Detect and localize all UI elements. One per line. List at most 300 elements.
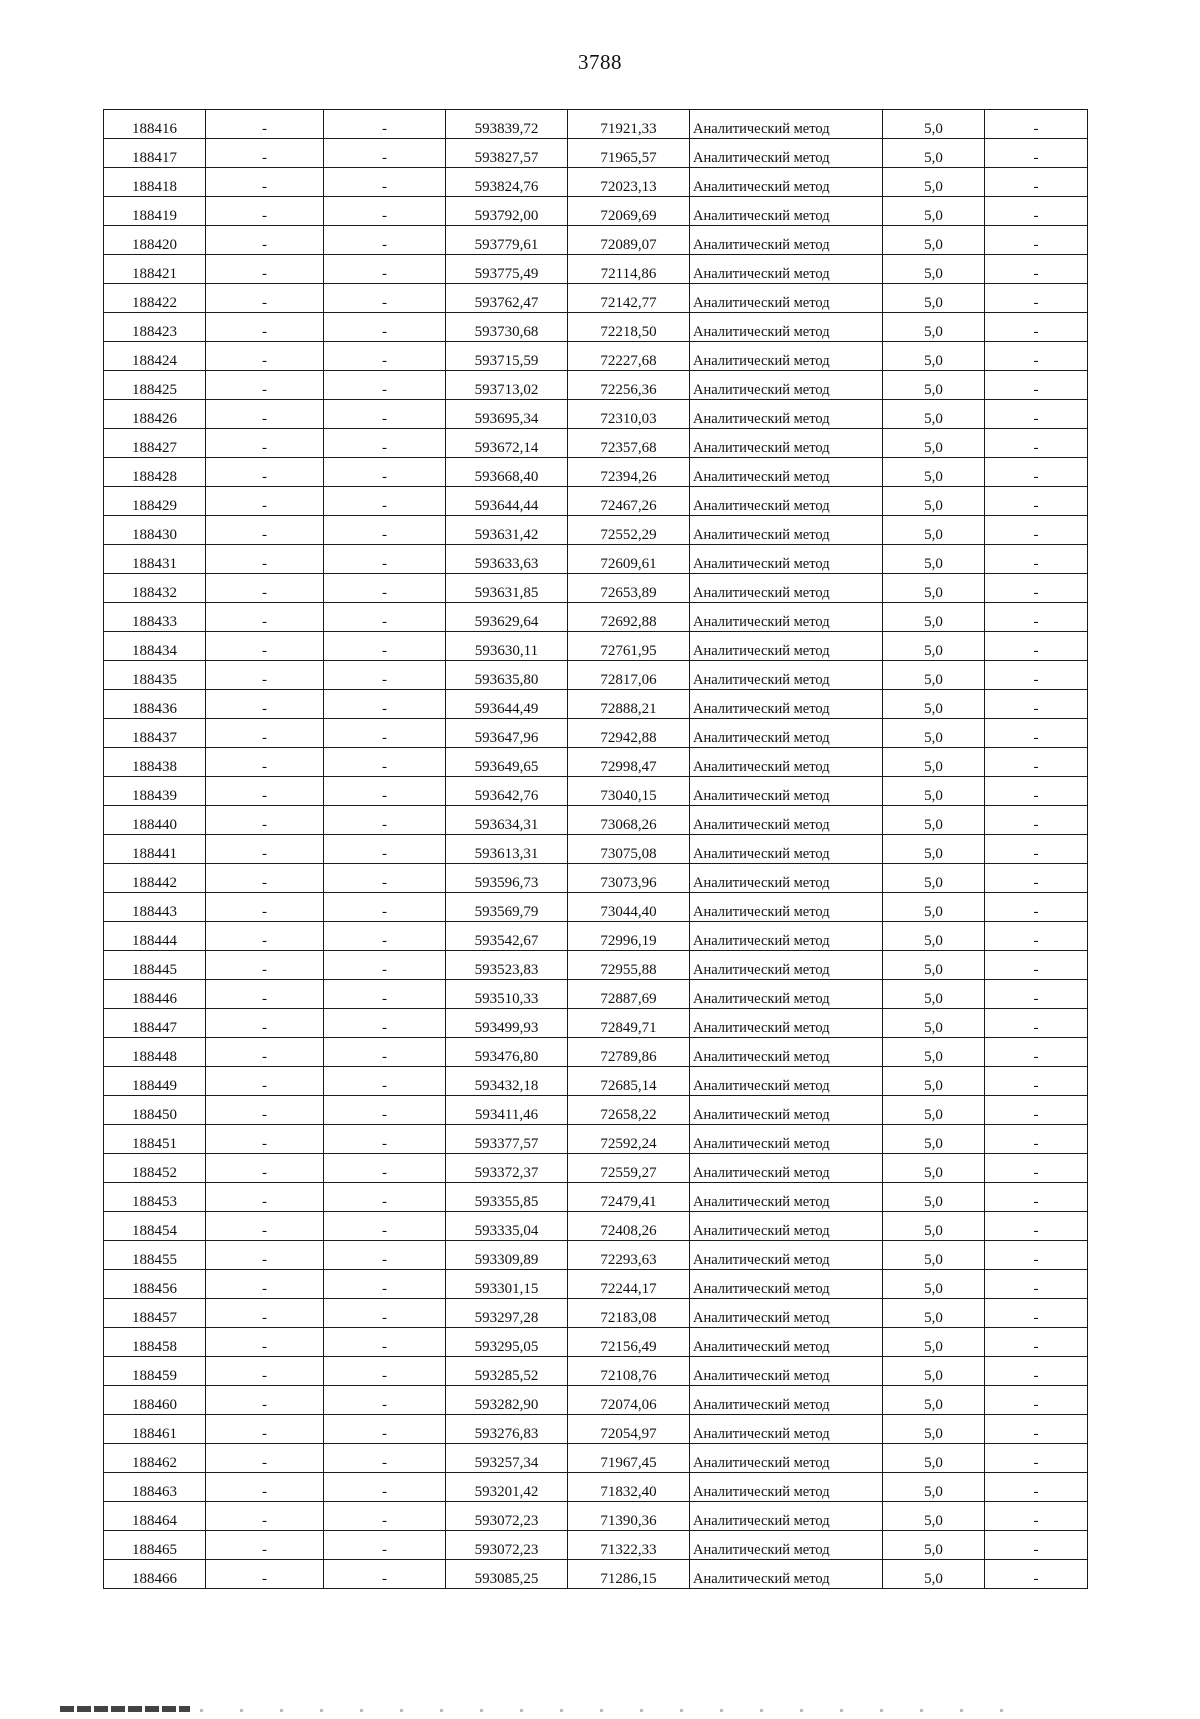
table-row xyxy=(104,603,1088,632)
x-coordinate-cell: 593201,42 xyxy=(446,1473,568,1502)
y-coordinate-cell: 73075,08 xyxy=(568,835,690,864)
y-coordinate-cell: 72998,47 xyxy=(568,748,690,777)
y-coordinate-cell: 72592,24 xyxy=(568,1125,690,1154)
point-number-cell: 188451 xyxy=(104,1125,206,1154)
empty-cell: - xyxy=(206,1560,324,1589)
empty-cell: - xyxy=(206,168,324,197)
table-row xyxy=(104,226,1088,255)
point-number-cell: 188461 xyxy=(104,1415,206,1444)
point-number-cell: 188460 xyxy=(104,1386,206,1415)
empty-cell: - xyxy=(985,1241,1088,1270)
accuracy-cell: 5,0 xyxy=(883,110,985,139)
method-cell: Аналитический метод xyxy=(690,835,883,864)
method-cell: Аналитический метод xyxy=(690,1502,883,1531)
empty-cell: - xyxy=(985,690,1088,719)
x-coordinate-cell: 593695,34 xyxy=(446,400,568,429)
x-coordinate-cell: 593634,31 xyxy=(446,806,568,835)
method-cell: Аналитический метод xyxy=(690,748,883,777)
x-coordinate-cell: 593779,61 xyxy=(446,226,568,255)
empty-cell: - xyxy=(324,516,446,545)
x-coordinate-cell: 593839,72 xyxy=(446,110,568,139)
table-row xyxy=(104,313,1088,342)
method-cell: Аналитический метод xyxy=(690,110,883,139)
x-coordinate-cell: 593432,18 xyxy=(446,1067,568,1096)
point-number-cell: 188423 xyxy=(104,313,206,342)
y-coordinate-cell: 73073,96 xyxy=(568,864,690,893)
accuracy-cell: 5,0 xyxy=(883,1154,985,1183)
accuracy-cell: 5,0 xyxy=(883,1502,985,1531)
empty-cell: - xyxy=(324,1531,446,1560)
empty-cell: - xyxy=(985,1473,1088,1502)
table-row xyxy=(104,1270,1088,1299)
empty-cell: - xyxy=(324,371,446,400)
accuracy-cell: 5,0 xyxy=(883,1096,985,1125)
table-row xyxy=(104,922,1088,951)
point-number-cell: 188438 xyxy=(104,748,206,777)
method-cell: Аналитический метод xyxy=(690,893,883,922)
accuracy-cell: 5,0 xyxy=(883,226,985,255)
empty-cell: - xyxy=(206,922,324,951)
scan-artifact xyxy=(60,1706,190,1712)
point-number-cell: 188440 xyxy=(104,806,206,835)
table-row xyxy=(104,777,1088,806)
empty-cell: - xyxy=(985,574,1088,603)
table-row xyxy=(104,1531,1088,1560)
point-number-cell: 188416 xyxy=(104,110,206,139)
empty-cell: - xyxy=(985,110,1088,139)
method-cell: Аналитический метод xyxy=(690,342,883,371)
empty-cell: - xyxy=(206,777,324,806)
method-cell: Аналитический метод xyxy=(690,690,883,719)
point-number-cell: 188455 xyxy=(104,1241,206,1270)
method-cell: Аналитический метод xyxy=(690,284,883,313)
point-number-cell: 188420 xyxy=(104,226,206,255)
y-coordinate-cell: 72256,36 xyxy=(568,371,690,400)
y-coordinate-cell: 72653,89 xyxy=(568,574,690,603)
empty-cell: - xyxy=(324,429,446,458)
y-coordinate-cell: 72692,88 xyxy=(568,603,690,632)
point-number-cell: 188433 xyxy=(104,603,206,632)
x-coordinate-cell: 593649,65 xyxy=(446,748,568,777)
point-number-cell: 188421 xyxy=(104,255,206,284)
y-coordinate-cell: 72108,76 xyxy=(568,1357,690,1386)
table-row xyxy=(104,1241,1088,1270)
table-row xyxy=(104,1415,1088,1444)
empty-cell: - xyxy=(985,1183,1088,1212)
point-number-cell: 188448 xyxy=(104,1038,206,1067)
accuracy-cell: 5,0 xyxy=(883,1183,985,1212)
accuracy-cell: 5,0 xyxy=(883,1444,985,1473)
empty-cell: - xyxy=(206,342,324,371)
table-row xyxy=(104,632,1088,661)
x-coordinate-cell: 593276,83 xyxy=(446,1415,568,1444)
empty-cell: - xyxy=(985,226,1088,255)
method-cell: Аналитический метод xyxy=(690,719,883,748)
table-row xyxy=(104,342,1088,371)
y-coordinate-cell: 72293,63 xyxy=(568,1241,690,1270)
table-row xyxy=(104,1299,1088,1328)
empty-cell: - xyxy=(985,922,1088,951)
method-cell: Аналитический метод xyxy=(690,951,883,980)
method-cell: Аналитический метод xyxy=(690,226,883,255)
empty-cell: - xyxy=(206,1473,324,1502)
x-coordinate-cell: 593827,57 xyxy=(446,139,568,168)
x-coordinate-cell: 593792,00 xyxy=(446,197,568,226)
point-number-cell: 188463 xyxy=(104,1473,206,1502)
x-coordinate-cell: 593476,80 xyxy=(446,1038,568,1067)
y-coordinate-cell: 72156,49 xyxy=(568,1328,690,1357)
point-number-cell: 188439 xyxy=(104,777,206,806)
y-coordinate-cell: 71322,33 xyxy=(568,1531,690,1560)
x-coordinate-cell: 593510,33 xyxy=(446,980,568,1009)
x-coordinate-cell: 593633,63 xyxy=(446,545,568,574)
empty-cell: - xyxy=(206,980,324,1009)
table-row xyxy=(104,980,1088,1009)
empty-cell: - xyxy=(985,371,1088,400)
empty-cell: - xyxy=(324,110,446,139)
point-number-cell: 188437 xyxy=(104,719,206,748)
method-cell: Аналитический метод xyxy=(690,1328,883,1357)
point-number-cell: 188456 xyxy=(104,1270,206,1299)
empty-cell: - xyxy=(206,429,324,458)
table-row xyxy=(104,429,1088,458)
x-coordinate-cell: 593499,93 xyxy=(446,1009,568,1038)
empty-cell: - xyxy=(324,922,446,951)
empty-cell: - xyxy=(324,139,446,168)
x-coordinate-cell: 593631,42 xyxy=(446,516,568,545)
table-row xyxy=(104,1154,1088,1183)
empty-cell: - xyxy=(206,487,324,516)
empty-cell: - xyxy=(206,400,324,429)
point-number-cell: 188442 xyxy=(104,864,206,893)
x-coordinate-cell: 593730,68 xyxy=(446,313,568,342)
empty-cell: - xyxy=(206,690,324,719)
accuracy-cell: 5,0 xyxy=(883,574,985,603)
empty-cell: - xyxy=(985,1067,1088,1096)
empty-cell: - xyxy=(985,1357,1088,1386)
x-coordinate-cell: 593282,90 xyxy=(446,1386,568,1415)
point-number-cell: 188458 xyxy=(104,1328,206,1357)
accuracy-cell: 5,0 xyxy=(883,719,985,748)
method-cell: Аналитический метод xyxy=(690,632,883,661)
point-number-cell: 188462 xyxy=(104,1444,206,1473)
y-coordinate-cell: 72888,21 xyxy=(568,690,690,719)
method-cell: Аналитический метод xyxy=(690,1038,883,1067)
table-row xyxy=(104,110,1088,139)
empty-cell: - xyxy=(985,313,1088,342)
y-coordinate-cell: 71965,57 xyxy=(568,139,690,168)
empty-cell: - xyxy=(324,719,446,748)
accuracy-cell: 5,0 xyxy=(883,1357,985,1386)
accuracy-cell: 5,0 xyxy=(883,748,985,777)
x-coordinate-cell: 593377,57 xyxy=(446,1125,568,1154)
method-cell: Аналитический метод xyxy=(690,371,883,400)
empty-cell: - xyxy=(206,1125,324,1154)
table-row xyxy=(104,719,1088,748)
empty-cell: - xyxy=(206,226,324,255)
method-cell: Аналитический метод xyxy=(690,1009,883,1038)
point-number-cell: 188466 xyxy=(104,1560,206,1589)
empty-cell: - xyxy=(324,1357,446,1386)
accuracy-cell: 5,0 xyxy=(883,284,985,313)
empty-cell: - xyxy=(324,603,446,632)
accuracy-cell: 5,0 xyxy=(883,980,985,1009)
table-row xyxy=(104,1183,1088,1212)
x-coordinate-cell: 593668,40 xyxy=(446,458,568,487)
accuracy-cell: 5,0 xyxy=(883,168,985,197)
table-row xyxy=(104,951,1088,980)
point-number-cell: 188428 xyxy=(104,458,206,487)
empty-cell: - xyxy=(985,168,1088,197)
empty-cell: - xyxy=(206,835,324,864)
x-coordinate-cell: 593085,25 xyxy=(446,1560,568,1589)
point-number-cell: 188430 xyxy=(104,516,206,545)
empty-cell: - xyxy=(985,632,1088,661)
accuracy-cell: 5,0 xyxy=(883,516,985,545)
y-coordinate-cell: 72479,41 xyxy=(568,1183,690,1212)
x-coordinate-cell: 593672,14 xyxy=(446,429,568,458)
x-coordinate-cell: 593355,85 xyxy=(446,1183,568,1212)
table-row xyxy=(104,139,1088,168)
empty-cell: - xyxy=(985,458,1088,487)
empty-cell: - xyxy=(985,487,1088,516)
x-coordinate-cell: 593072,23 xyxy=(446,1531,568,1560)
method-cell: Аналитический метод xyxy=(690,400,883,429)
method-cell: Аналитический метод xyxy=(690,516,883,545)
y-coordinate-cell: 72849,71 xyxy=(568,1009,690,1038)
empty-cell: - xyxy=(985,400,1088,429)
x-coordinate-cell: 593631,85 xyxy=(446,574,568,603)
table-row xyxy=(104,371,1088,400)
empty-cell: - xyxy=(206,110,324,139)
empty-cell: - xyxy=(985,1502,1088,1531)
table-row xyxy=(104,1444,1088,1473)
accuracy-cell: 5,0 xyxy=(883,951,985,980)
empty-cell: - xyxy=(206,1502,324,1531)
table-row xyxy=(104,1067,1088,1096)
point-number-cell: 188465 xyxy=(104,1531,206,1560)
empty-cell: - xyxy=(324,835,446,864)
y-coordinate-cell: 72658,22 xyxy=(568,1096,690,1125)
empty-cell: - xyxy=(206,661,324,690)
y-coordinate-cell: 72310,03 xyxy=(568,400,690,429)
empty-cell: - xyxy=(324,1473,446,1502)
accuracy-cell: 5,0 xyxy=(883,1531,985,1560)
empty-cell: - xyxy=(985,661,1088,690)
table-row xyxy=(104,487,1088,516)
method-cell: Аналитический метод xyxy=(690,1183,883,1212)
empty-cell: - xyxy=(206,371,324,400)
page-number: 3788 xyxy=(578,50,622,74)
empty-cell: - xyxy=(206,1270,324,1299)
x-coordinate-cell: 593762,47 xyxy=(446,284,568,313)
empty-cell: - xyxy=(985,1328,1088,1357)
point-number-cell: 188452 xyxy=(104,1154,206,1183)
empty-cell: - xyxy=(206,1009,324,1038)
empty-cell: - xyxy=(324,458,446,487)
method-cell: Аналитический метод xyxy=(690,429,883,458)
empty-cell: - xyxy=(206,313,324,342)
empty-cell: - xyxy=(206,1386,324,1415)
empty-cell: - xyxy=(206,1096,324,1125)
table-row xyxy=(104,1212,1088,1241)
empty-cell: - xyxy=(206,1038,324,1067)
method-cell: Аналитический метод xyxy=(690,980,883,1009)
accuracy-cell: 5,0 xyxy=(883,139,985,168)
empty-cell: - xyxy=(206,632,324,661)
x-coordinate-cell: 593644,49 xyxy=(446,690,568,719)
x-coordinate-cell: 593301,15 xyxy=(446,1270,568,1299)
x-coordinate-cell: 593644,44 xyxy=(446,487,568,516)
y-coordinate-cell: 71286,15 xyxy=(568,1560,690,1589)
method-cell: Аналитический метод xyxy=(690,661,883,690)
method-cell: Аналитический метод xyxy=(690,487,883,516)
empty-cell: - xyxy=(324,545,446,574)
x-coordinate-cell: 593713,02 xyxy=(446,371,568,400)
empty-cell: - xyxy=(324,1067,446,1096)
accuracy-cell: 5,0 xyxy=(883,458,985,487)
method-cell: Аналитический метод xyxy=(690,139,883,168)
y-coordinate-cell: 73040,15 xyxy=(568,777,690,806)
y-coordinate-cell: 73068,26 xyxy=(568,806,690,835)
empty-cell: - xyxy=(324,1125,446,1154)
accuracy-cell: 5,0 xyxy=(883,1125,985,1154)
empty-cell: - xyxy=(324,951,446,980)
y-coordinate-cell: 72183,08 xyxy=(568,1299,690,1328)
y-coordinate-cell: 72559,27 xyxy=(568,1154,690,1183)
y-coordinate-cell: 72789,86 xyxy=(568,1038,690,1067)
empty-cell: - xyxy=(206,603,324,632)
y-coordinate-cell: 72218,50 xyxy=(568,313,690,342)
scan-artifact-dots xyxy=(200,1709,1020,1712)
table-row xyxy=(104,197,1088,226)
empty-cell: - xyxy=(985,1096,1088,1125)
empty-cell: - xyxy=(985,1154,1088,1183)
x-coordinate-cell: 593072,23 xyxy=(446,1502,568,1531)
empty-cell: - xyxy=(324,1386,446,1415)
empty-cell: - xyxy=(206,1183,324,1212)
empty-cell: - xyxy=(206,719,324,748)
empty-cell: - xyxy=(324,1038,446,1067)
empty-cell: - xyxy=(985,719,1088,748)
accuracy-cell: 5,0 xyxy=(883,1212,985,1241)
empty-cell: - xyxy=(324,1270,446,1299)
accuracy-cell: 5,0 xyxy=(883,487,985,516)
empty-cell: - xyxy=(324,1241,446,1270)
x-coordinate-cell: 593629,64 xyxy=(446,603,568,632)
method-cell: Аналитический метод xyxy=(690,313,883,342)
accuracy-cell: 5,0 xyxy=(883,313,985,342)
x-coordinate-cell: 593569,79 xyxy=(446,893,568,922)
y-coordinate-cell: 72761,95 xyxy=(568,632,690,661)
point-number-cell: 188427 xyxy=(104,429,206,458)
accuracy-cell: 5,0 xyxy=(883,806,985,835)
y-coordinate-cell: 72069,69 xyxy=(568,197,690,226)
y-coordinate-cell: 72609,61 xyxy=(568,545,690,574)
empty-cell: - xyxy=(324,690,446,719)
y-coordinate-cell: 72408,26 xyxy=(568,1212,690,1241)
x-coordinate-cell: 593647,96 xyxy=(446,719,568,748)
accuracy-cell: 5,0 xyxy=(883,661,985,690)
y-coordinate-cell: 72887,69 xyxy=(568,980,690,1009)
accuracy-cell: 5,0 xyxy=(883,342,985,371)
accuracy-cell: 5,0 xyxy=(883,603,985,632)
empty-cell: - xyxy=(985,139,1088,168)
accuracy-cell: 5,0 xyxy=(883,1067,985,1096)
accuracy-cell: 5,0 xyxy=(883,1270,985,1299)
accuracy-cell: 5,0 xyxy=(883,545,985,574)
method-cell: Аналитический метод xyxy=(690,1560,883,1589)
table-row xyxy=(104,1560,1088,1589)
empty-cell: - xyxy=(206,255,324,284)
empty-cell: - xyxy=(206,574,324,603)
point-number-cell: 188417 xyxy=(104,139,206,168)
accuracy-cell: 5,0 xyxy=(883,835,985,864)
y-coordinate-cell: 72996,19 xyxy=(568,922,690,951)
empty-cell: - xyxy=(324,226,446,255)
x-coordinate-cell: 593372,37 xyxy=(446,1154,568,1183)
empty-cell: - xyxy=(206,197,324,226)
accuracy-cell: 5,0 xyxy=(883,197,985,226)
method-cell: Аналитический метод xyxy=(690,777,883,806)
empty-cell: - xyxy=(206,458,324,487)
y-coordinate-cell: 72142,77 xyxy=(568,284,690,313)
x-coordinate-cell: 593295,05 xyxy=(446,1328,568,1357)
table-row xyxy=(104,458,1088,487)
y-coordinate-cell: 72942,88 xyxy=(568,719,690,748)
point-number-cell: 188459 xyxy=(104,1357,206,1386)
x-coordinate-cell: 593411,46 xyxy=(446,1096,568,1125)
method-cell: Аналитический метод xyxy=(690,1241,883,1270)
empty-cell: - xyxy=(206,545,324,574)
empty-cell: - xyxy=(985,1444,1088,1473)
empty-cell: - xyxy=(206,1415,324,1444)
table-row xyxy=(104,748,1088,777)
accuracy-cell: 5,0 xyxy=(883,690,985,719)
point-number-cell: 188446 xyxy=(104,980,206,1009)
empty-cell: - xyxy=(985,197,1088,226)
empty-cell: - xyxy=(206,1299,324,1328)
y-coordinate-cell: 72244,17 xyxy=(568,1270,690,1299)
table-row xyxy=(104,1473,1088,1502)
accuracy-cell: 5,0 xyxy=(883,1299,985,1328)
empty-cell: - xyxy=(206,1328,324,1357)
accuracy-cell: 5,0 xyxy=(883,371,985,400)
empty-cell: - xyxy=(985,603,1088,632)
y-coordinate-cell: 72357,68 xyxy=(568,429,690,458)
point-number-cell: 188434 xyxy=(104,632,206,661)
point-number-cell: 188431 xyxy=(104,545,206,574)
y-coordinate-cell: 71390,36 xyxy=(568,1502,690,1531)
y-coordinate-cell: 72114,86 xyxy=(568,255,690,284)
point-number-cell: 188432 xyxy=(104,574,206,603)
y-coordinate-cell: 72023,13 xyxy=(568,168,690,197)
empty-cell: - xyxy=(324,632,446,661)
empty-cell: - xyxy=(324,255,446,284)
accuracy-cell: 5,0 xyxy=(883,1038,985,1067)
y-coordinate-cell: 72394,26 xyxy=(568,458,690,487)
point-number-cell: 188419 xyxy=(104,197,206,226)
empty-cell: - xyxy=(206,893,324,922)
point-number-cell: 188443 xyxy=(104,893,206,922)
table-row xyxy=(104,690,1088,719)
point-number-cell: 188422 xyxy=(104,284,206,313)
method-cell: Аналитический метод xyxy=(690,458,883,487)
accuracy-cell: 5,0 xyxy=(883,864,985,893)
method-cell: Аналитический метод xyxy=(690,1299,883,1328)
table-row xyxy=(104,1357,1088,1386)
empty-cell: - xyxy=(206,284,324,313)
